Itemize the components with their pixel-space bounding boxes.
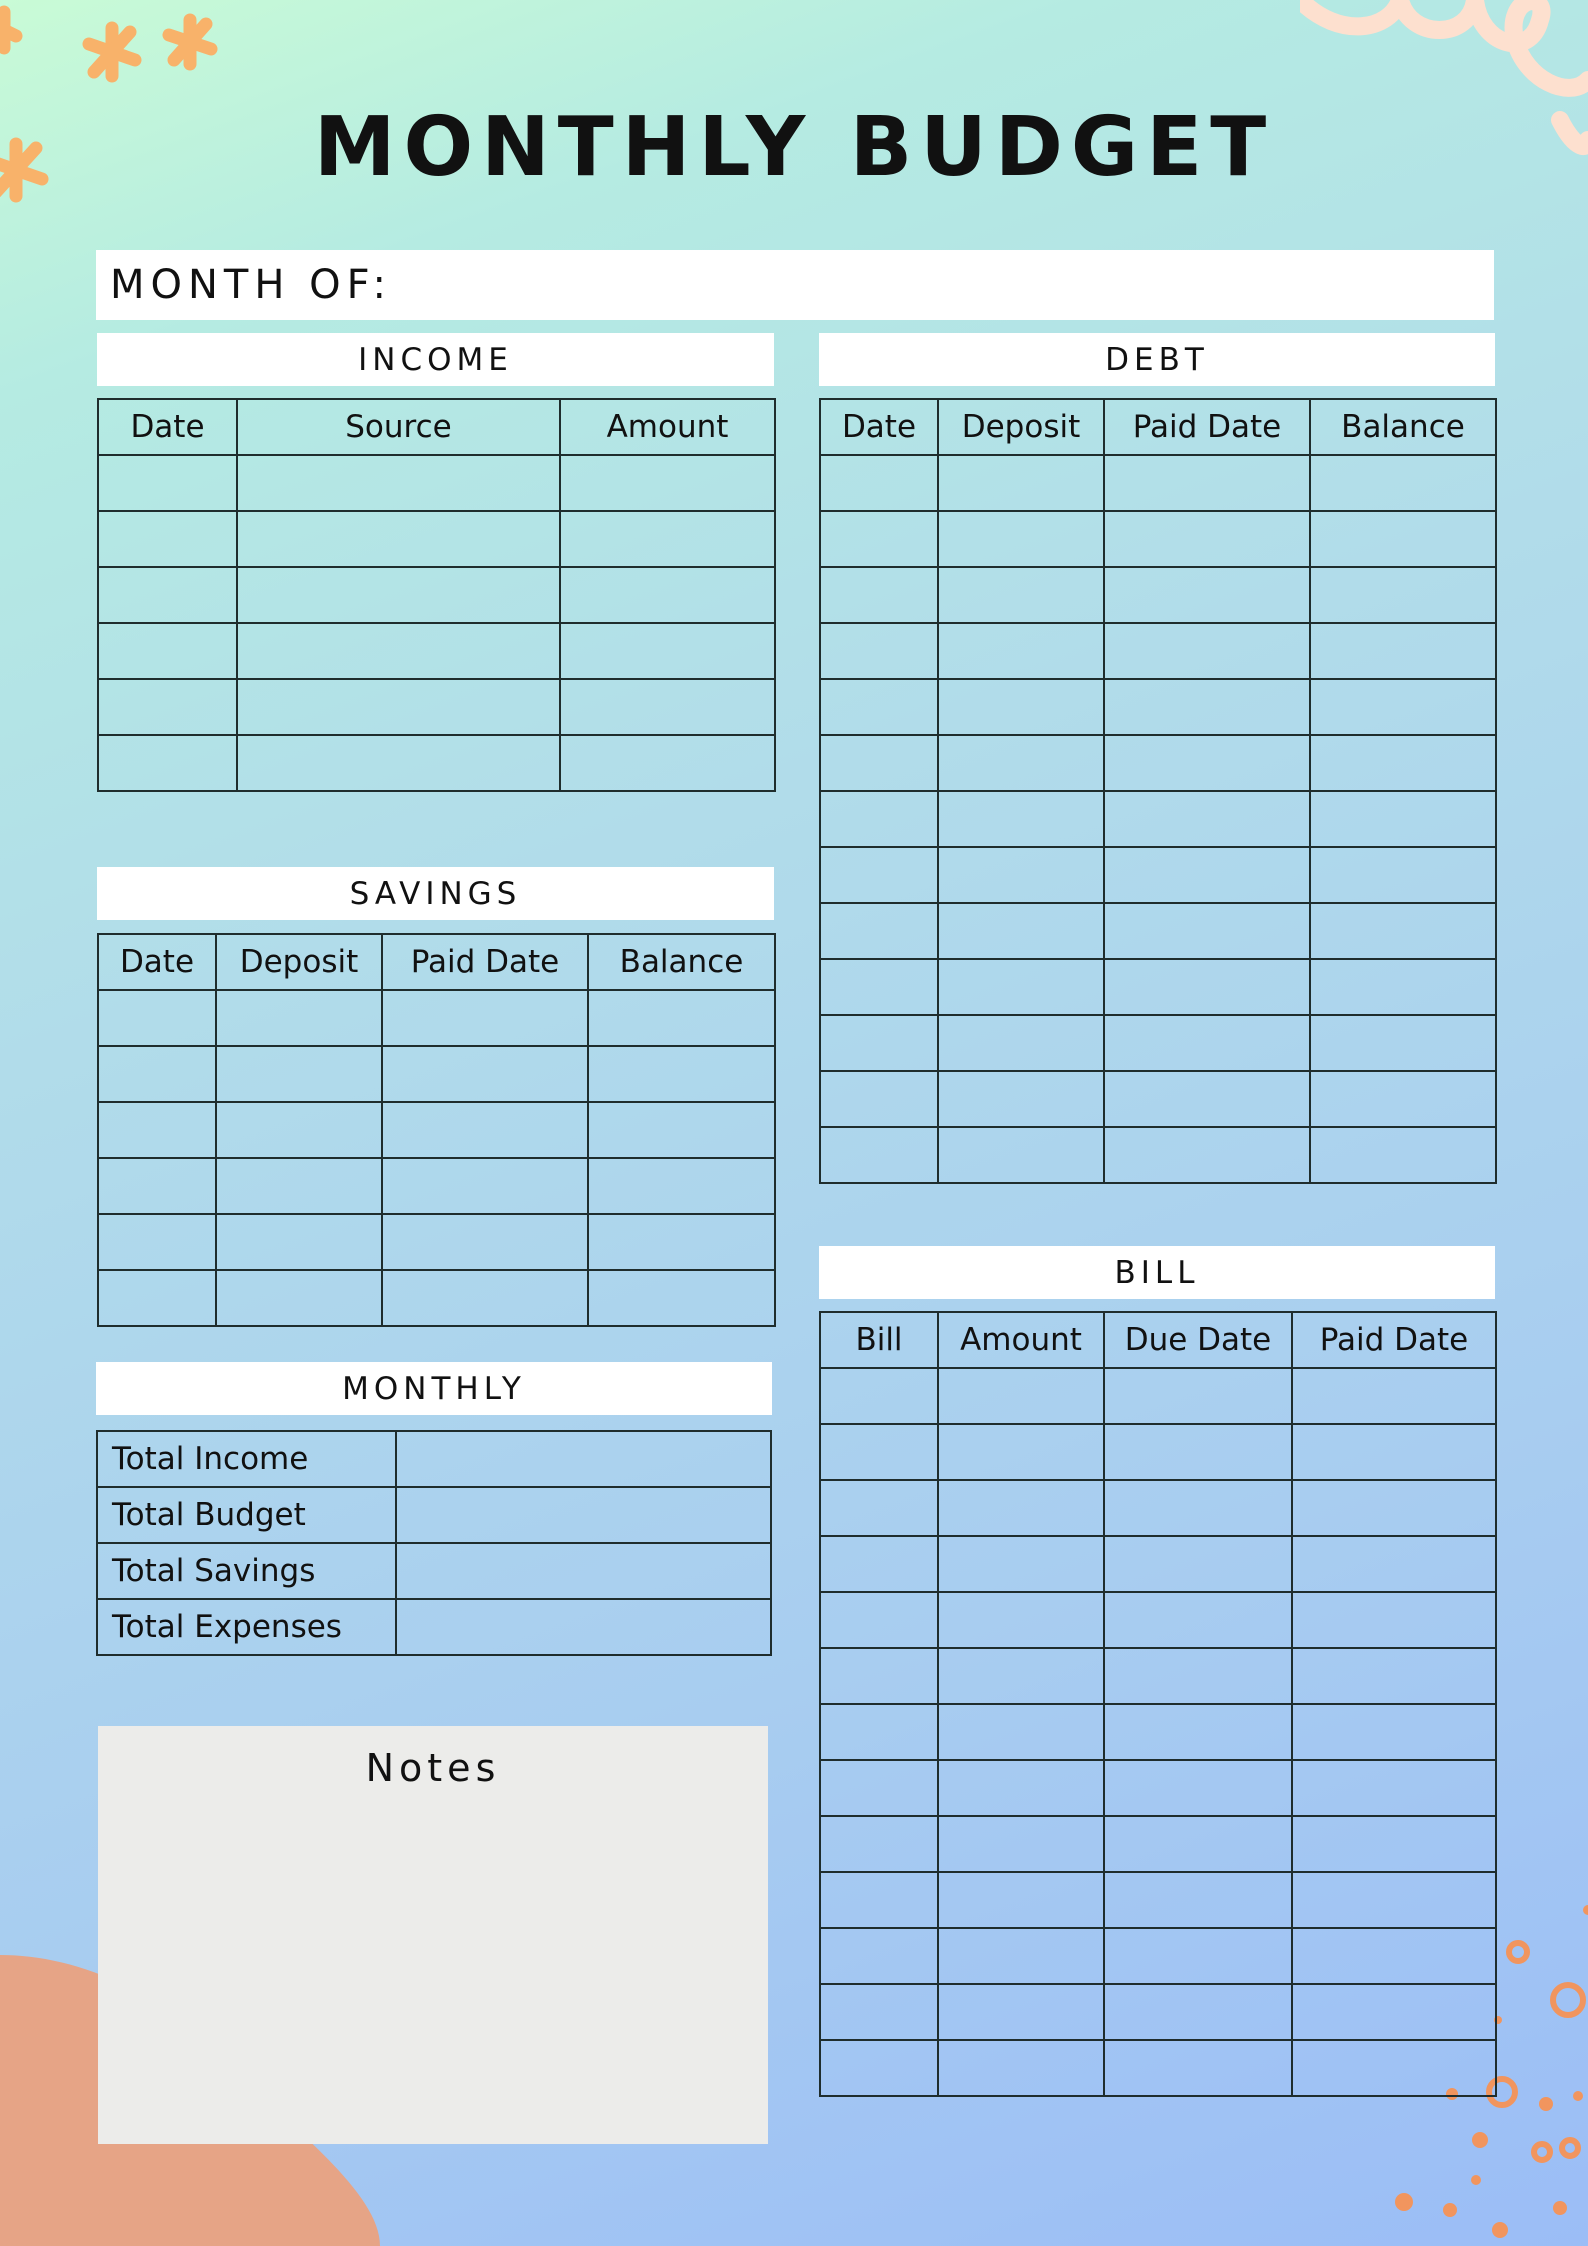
income-column-header: Source [237, 399, 560, 455]
table-row [820, 455, 1496, 511]
table-cell[interactable] [588, 1046, 775, 1102]
savings-table [97, 933, 776, 1327]
table-cell[interactable] [938, 2040, 1104, 2096]
table-cell[interactable] [820, 1872, 938, 1928]
table-cell[interactable] [1292, 1984, 1496, 2040]
income-column-header: Date [98, 399, 237, 455]
table-cell[interactable] [820, 959, 938, 1015]
savings-column-header: Balance [588, 934, 775, 990]
table-cell[interactable] [237, 511, 560, 567]
table-cell[interactable] [1104, 1368, 1292, 1424]
savings-heading: SAVINGS [97, 867, 774, 920]
table-cell[interactable] [588, 1158, 775, 1214]
debt-column-header: Deposit [938, 399, 1104, 455]
table-row [820, 1704, 1496, 1760]
table-cell[interactable] [1310, 567, 1496, 623]
summary-label: Total Expenses [97, 1599, 396, 1655]
table-cell[interactable] [1104, 567, 1310, 623]
table-cell[interactable] [1104, 1816, 1292, 1872]
table-cell[interactable] [98, 511, 237, 567]
table-cell[interactable] [1310, 679, 1496, 735]
table-cell[interactable] [1104, 1984, 1292, 2040]
table-cell[interactable] [1104, 1760, 1292, 1816]
table-cell[interactable] [938, 1648, 1104, 1704]
table-cell[interactable] [820, 1424, 938, 1480]
table-cell[interactable] [98, 455, 237, 511]
table-cell[interactable] [98, 1214, 216, 1270]
table-cell[interactable] [938, 623, 1104, 679]
table-cell[interactable] [820, 1368, 938, 1424]
table-row [820, 1536, 1496, 1592]
table-cell[interactable] [1104, 1872, 1292, 1928]
table-cell[interactable] [1104, 1648, 1292, 1704]
monthly-heading: MONTHLY [96, 1362, 772, 1415]
table-cell[interactable] [820, 1648, 938, 1704]
table-cell[interactable] [588, 1214, 775, 1270]
table-cell[interactable] [938, 903, 1104, 959]
table-row [820, 1127, 1496, 1183]
table-row [820, 1480, 1496, 1536]
table-cell[interactable] [98, 1102, 216, 1158]
table-cell[interactable] [938, 791, 1104, 847]
table-cell[interactable] [938, 511, 1104, 567]
table-cell[interactable] [820, 455, 938, 511]
table-cell[interactable] [820, 1928, 938, 1984]
table-cell[interactable] [1104, 1928, 1292, 1984]
table-cell[interactable] [1292, 1368, 1496, 1424]
table-cell[interactable] [820, 2040, 938, 2096]
table-cell[interactable] [820, 1984, 938, 2040]
debt-header-row [820, 399, 1496, 455]
table-cell[interactable] [938, 1984, 1104, 2040]
table-cell[interactable] [98, 735, 237, 791]
table-cell[interactable] [1292, 1872, 1496, 1928]
table-row [820, 1816, 1496, 1872]
table-cell[interactable] [938, 1816, 1104, 1872]
table-row [820, 959, 1496, 1015]
savings-header-row [98, 934, 775, 990]
table-cell[interactable] [1104, 847, 1310, 903]
table-cell[interactable] [1104, 1536, 1292, 1592]
bill-header-row [820, 1312, 1496, 1368]
savings-column-header: Deposit [216, 934, 382, 990]
table-cell[interactable] [216, 1214, 382, 1270]
table-cell[interactable] [1104, 511, 1310, 567]
table-row [98, 1214, 775, 1270]
table-cell[interactable] [938, 1592, 1104, 1648]
table-cell[interactable] [938, 1872, 1104, 1928]
table-cell[interactable] [938, 567, 1104, 623]
table-cell[interactable] [1104, 1015, 1310, 1071]
table-cell[interactable] [1104, 1704, 1292, 1760]
table-cell[interactable] [1104, 959, 1310, 1015]
table-cell[interactable] [382, 1158, 588, 1214]
month-of-field[interactable] [96, 250, 1494, 320]
table-cell[interactable] [588, 1270, 775, 1326]
table-cell[interactable] [237, 567, 560, 623]
table-cell[interactable] [98, 1158, 216, 1214]
table-cell[interactable] [820, 511, 938, 567]
table-cell[interactable] [1310, 623, 1496, 679]
table-cell[interactable] [98, 567, 237, 623]
table-cell[interactable] [98, 623, 237, 679]
table-row [98, 1102, 775, 1158]
table-cell[interactable] [216, 1158, 382, 1214]
table-cell[interactable] [938, 959, 1104, 1015]
table-row [820, 1071, 1496, 1127]
table-cell[interactable] [1104, 1480, 1292, 1536]
table-cell[interactable] [1104, 1127, 1310, 1183]
table-row [820, 847, 1496, 903]
summary-value-cell[interactable] [396, 1543, 771, 1599]
table-row [820, 903, 1496, 959]
debt-heading: DEBT [819, 333, 1495, 386]
table-row [820, 567, 1496, 623]
table-row [820, 1015, 1496, 1071]
table-cell[interactable] [820, 903, 938, 959]
table-row [820, 623, 1496, 679]
debt-column-header: Paid Date [1104, 399, 1310, 455]
table-cell[interactable] [1310, 1127, 1496, 1183]
table-row [820, 791, 1496, 847]
summary-value-cell[interactable] [396, 1487, 771, 1543]
table-row [820, 1368, 1496, 1424]
summary-label: Total Income [97, 1431, 396, 1487]
table-row [820, 2040, 1496, 2096]
table-row [98, 1270, 775, 1326]
page-title: MONTHLY BUDGET [313, 100, 1275, 195]
table-cell[interactable] [216, 1046, 382, 1102]
table-row [820, 1760, 1496, 1816]
income-header-row [98, 399, 775, 455]
table-cell[interactable] [938, 1760, 1104, 1816]
summary-row-total-savings [97, 1543, 771, 1599]
table-cell[interactable] [1310, 511, 1496, 567]
savings-column-header: Date [98, 934, 216, 990]
table-row [820, 1648, 1496, 1704]
table-cell[interactable] [216, 990, 382, 1046]
table-cell[interactable] [1104, 903, 1310, 959]
table-cell[interactable] [1310, 847, 1496, 903]
table-cell[interactable] [216, 1102, 382, 1158]
table-row [820, 1928, 1496, 1984]
table-row [98, 735, 775, 791]
table-cell[interactable] [588, 990, 775, 1046]
table-cell[interactable] [820, 1760, 938, 1816]
table-cell[interactable] [820, 1480, 938, 1536]
income-column-header: Amount [560, 399, 775, 455]
table-cell[interactable] [588, 1102, 775, 1158]
table-cell[interactable] [1104, 1071, 1310, 1127]
table-cell[interactable] [820, 1536, 938, 1592]
table-cell[interactable] [1292, 1704, 1496, 1760]
table-cell[interactable] [237, 623, 560, 679]
table-cell[interactable] [1292, 1424, 1496, 1480]
table-row [98, 1158, 775, 1214]
table-cell[interactable] [1292, 1760, 1496, 1816]
table-cell[interactable] [820, 1071, 938, 1127]
table-cell[interactable] [820, 847, 938, 903]
table-cell[interactable] [382, 1214, 588, 1270]
table-row [98, 511, 775, 567]
table-cell[interactable] [237, 735, 560, 791]
table-row [98, 990, 775, 1046]
table-cell[interactable] [1104, 455, 1310, 511]
notes-title: Notes [365, 1746, 501, 1790]
month-of-label: MONTH OF: [110, 262, 393, 308]
table-row [98, 1046, 775, 1102]
summary-label: Total Savings [97, 1543, 396, 1599]
table-cell[interactable] [560, 567, 775, 623]
table-cell[interactable] [382, 1046, 588, 1102]
notes-panel[interactable] [98, 1726, 768, 2144]
table-row [820, 511, 1496, 567]
table-cell[interactable] [1104, 1424, 1292, 1480]
table-row [820, 735, 1496, 791]
table-row [98, 567, 775, 623]
table-cell[interactable] [938, 1368, 1104, 1424]
table-cell[interactable] [1292, 2040, 1496, 2096]
table-cell[interactable] [938, 1480, 1104, 1536]
table-cell[interactable] [938, 847, 1104, 903]
summary-value-cell[interactable] [396, 1431, 771, 1487]
table-cell[interactable] [938, 1536, 1104, 1592]
table-cell[interactable] [820, 1816, 938, 1872]
table-cell[interactable] [938, 1071, 1104, 1127]
table-cell[interactable] [938, 735, 1104, 791]
savings-column-header: Paid Date [382, 934, 588, 990]
table-cell[interactable] [560, 511, 775, 567]
table-cell[interactable] [938, 679, 1104, 735]
table-cell[interactable] [560, 679, 775, 735]
table-cell[interactable] [237, 455, 560, 511]
table-row [820, 1984, 1496, 2040]
table-cell[interactable] [820, 1015, 938, 1071]
table-cell[interactable] [820, 1127, 938, 1183]
table-cell[interactable] [820, 679, 938, 735]
table-cell[interactable] [216, 1270, 382, 1326]
table-cell[interactable] [382, 990, 588, 1046]
table-cell[interactable] [938, 1704, 1104, 1760]
table-cell[interactable] [1104, 2040, 1292, 2096]
table-cell[interactable] [820, 1592, 938, 1648]
bill-column-header: Amount [938, 1312, 1104, 1368]
table-cell[interactable] [1292, 1536, 1496, 1592]
summary-row-total-budget [97, 1487, 771, 1543]
table-row [98, 623, 775, 679]
table-cell[interactable] [98, 990, 216, 1046]
table-cell[interactable] [1104, 679, 1310, 735]
debt-column-header: Balance [1310, 399, 1496, 455]
table-cell[interactable] [820, 791, 938, 847]
table-cell[interactable] [1104, 791, 1310, 847]
table-cell[interactable] [1292, 1480, 1496, 1536]
table-cell[interactable] [1104, 1592, 1292, 1648]
table-cell[interactable] [1310, 455, 1496, 511]
table-row [98, 679, 775, 735]
monthly-summary-table [96, 1430, 772, 1656]
table-cell[interactable] [560, 623, 775, 679]
table-cell[interactable] [1310, 959, 1496, 1015]
bill-table [819, 1311, 1497, 2097]
table-row [98, 455, 775, 511]
table-cell[interactable] [1310, 735, 1496, 791]
table-cell[interactable] [820, 1704, 938, 1760]
table-cell[interactable] [1310, 903, 1496, 959]
table-cell[interactable] [938, 1928, 1104, 1984]
table-cell[interactable] [1104, 735, 1310, 791]
debt-table [819, 398, 1497, 1184]
bill-column-header: Bill [820, 1312, 938, 1368]
table-cell[interactable] [938, 455, 1104, 511]
table-cell[interactable] [1310, 791, 1496, 847]
table-cell[interactable] [560, 455, 775, 511]
table-cell[interactable] [938, 1127, 1104, 1183]
table-cell[interactable] [1292, 1592, 1496, 1648]
income-table [97, 398, 776, 792]
bill-column-header: Paid Date [1292, 1312, 1496, 1368]
table-cell[interactable] [1104, 623, 1310, 679]
table-cell[interactable] [820, 567, 938, 623]
table-cell[interactable] [1292, 1648, 1496, 1704]
table-row [820, 1592, 1496, 1648]
table-cell[interactable] [1310, 1071, 1496, 1127]
summary-row-total-expenses [97, 1599, 771, 1655]
income-heading: INCOME [97, 333, 774, 386]
table-cell[interactable] [938, 1424, 1104, 1480]
table-cell[interactable] [1292, 1816, 1496, 1872]
table-cell[interactable] [1310, 1015, 1496, 1071]
table-row [820, 679, 1496, 735]
bill-column-header: Due Date [1104, 1312, 1292, 1368]
summary-label: Total Budget [97, 1487, 396, 1543]
table-cell[interactable] [820, 623, 938, 679]
table-cell[interactable] [382, 1270, 588, 1326]
summary-row-total-income [97, 1431, 771, 1487]
debt-column-header: Date [820, 399, 938, 455]
table-cell[interactable] [98, 1046, 216, 1102]
summary-value-cell[interactable] [396, 1599, 771, 1655]
table-row [820, 1424, 1496, 1480]
bill-heading: BILL [819, 1246, 1495, 1299]
table-cell[interactable] [98, 679, 237, 735]
table-cell[interactable] [938, 1015, 1104, 1071]
table-cell[interactable] [560, 735, 775, 791]
table-cell[interactable] [98, 1270, 216, 1326]
table-row [820, 1872, 1496, 1928]
table-cell[interactable] [382, 1102, 588, 1158]
table-cell[interactable] [820, 735, 938, 791]
table-cell[interactable] [237, 679, 560, 735]
table-cell[interactable] [1292, 1928, 1496, 1984]
